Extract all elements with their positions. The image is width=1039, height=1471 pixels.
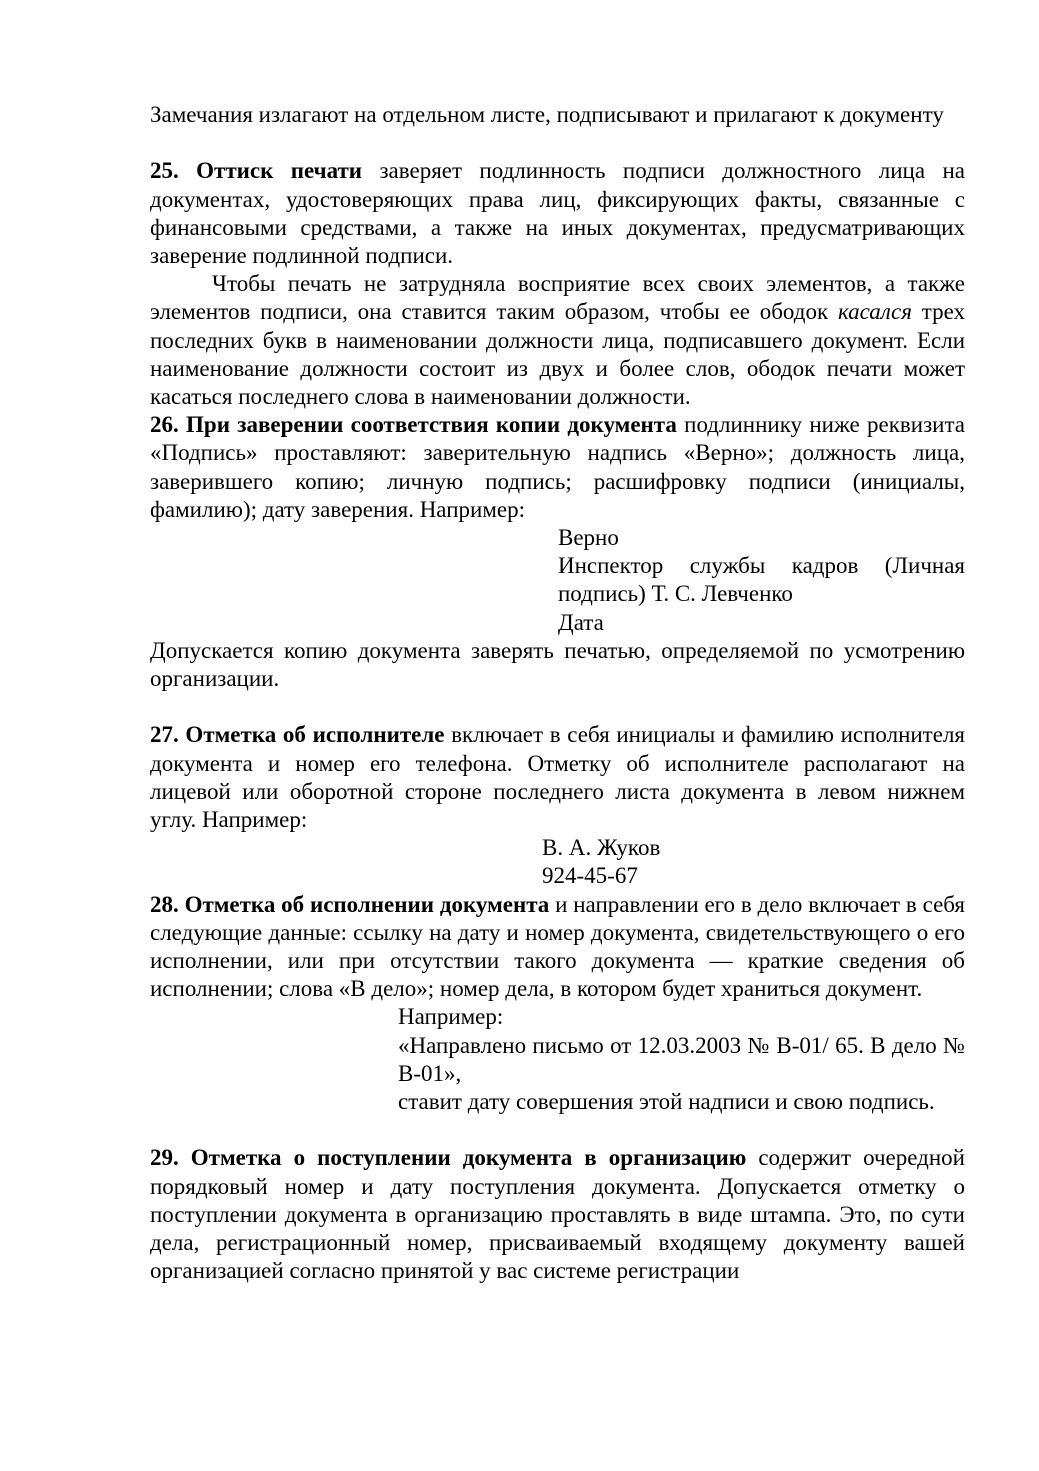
seal-text-end: трех последних букв в наименовании должности лица, подписавшего документ. Если наименование должности состоит из двух и более слов, ободок печати может касаться последнего слова в наименовании должности. [150,299,965,410]
section-28-heading: 28. Отметка об исполнении документа [150,891,550,917]
remarks-paragraph: Замечания излагают на отдельном листе, подписывают и прилагают к документу [150,102,944,127]
spacer [150,129,965,157]
section-27-example [542,834,965,890]
section-27-heading: 27. Отметка об исполнителе [150,722,445,748]
section-27-text: включает в себя инициалы и фамилию исполнителя документа и номер его телефона. Отметку об исполнителе располагают на лицевой или оборотной стороне последнего листа документа в левом нижнем углу. Например: [150,722,965,833]
section-26-after: Допускается копию документа заверять печатью, определяемой по усмотрению организации. [150,637,965,692]
example-inspector: Инспектор службы кадров (Личная подпись) Т. С. Левченко [558,553,965,607]
section-26-heading: 26. При заверении соответствия копии документа [150,412,677,438]
example-intro: Например: [398,1004,504,1030]
example-quote: «Направлено письмо от 12.03.2003 № В-01/ 65. В дело № В-01», [398,1032,965,1086]
section-29-heading: 29. Отметка о поступлении документа в организацию [150,1145,747,1171]
seal-text-italic: касался [837,299,912,325]
section-25-text: заверяет подлинность подписи должностного лица на документах, удостоверяющих права лиц, фиксирующих факты, связанные с финансовыми средствами, а также на иных документах, предусматривающих заверение подлинной подписи. [150,158,965,268]
section-28-text: и направлении его в дело включает в себя следующие данные: ссылку на дату и номер документа, свидетельствующего о его исполнении, или при отсутствии такого документа — краткие сведения об исполнении; слова «В дело»; номер дела, в котором будет храниться документ. [150,891,965,1002]
section-29-text: содержит очередной порядковый номер и дату поступления документа. Допускается отметку о поступлении документа в организацию проставлять в виде штампа. Это, по сути дела, регистрационный номер, присваиваемый входящему документу вашей организацией согласно принятой у вас системе регистрации [150,1145,965,1284]
spacer [150,693,965,721]
section-26-example [558,524,965,637]
document-page [150,101,965,1285]
section-25-heading: 25. Оттиск печати [150,158,363,184]
section-28-paragraph [150,891,965,1004]
example-executor-phone: 924-45-67 [542,863,638,889]
example-verno: Верно [558,525,619,551]
section-29-paragraph [150,1144,965,1285]
section-25-seal-paragraph [150,270,965,411]
example-date: Дата [558,609,604,635]
section-28-example [398,1003,965,1116]
section-26-text: подлиннику ниже реквизита «Подпись» проставляют: заверительную надпись «Верно»; должность лица, заверившего копию; личную подпись; расшифровку подписи (инициалы, фамилию); дату заверения. Например: [150,412,965,522]
example-tail: ставит дату совершения этой надписи и свою подпись. [398,1089,935,1115]
spacer [150,1116,965,1144]
section-25-paragraph [150,157,965,270]
section-26-paragraph [150,411,965,524]
section-27-paragraph [150,721,965,834]
seal-text-start: Чтобы печать не затрудняла восприятие всех своих элементов, а также элементов подписи, она ставится таким образом, чтобы ее ободок [150,271,965,325]
example-executor-name: В. А. Жуков [542,835,661,861]
